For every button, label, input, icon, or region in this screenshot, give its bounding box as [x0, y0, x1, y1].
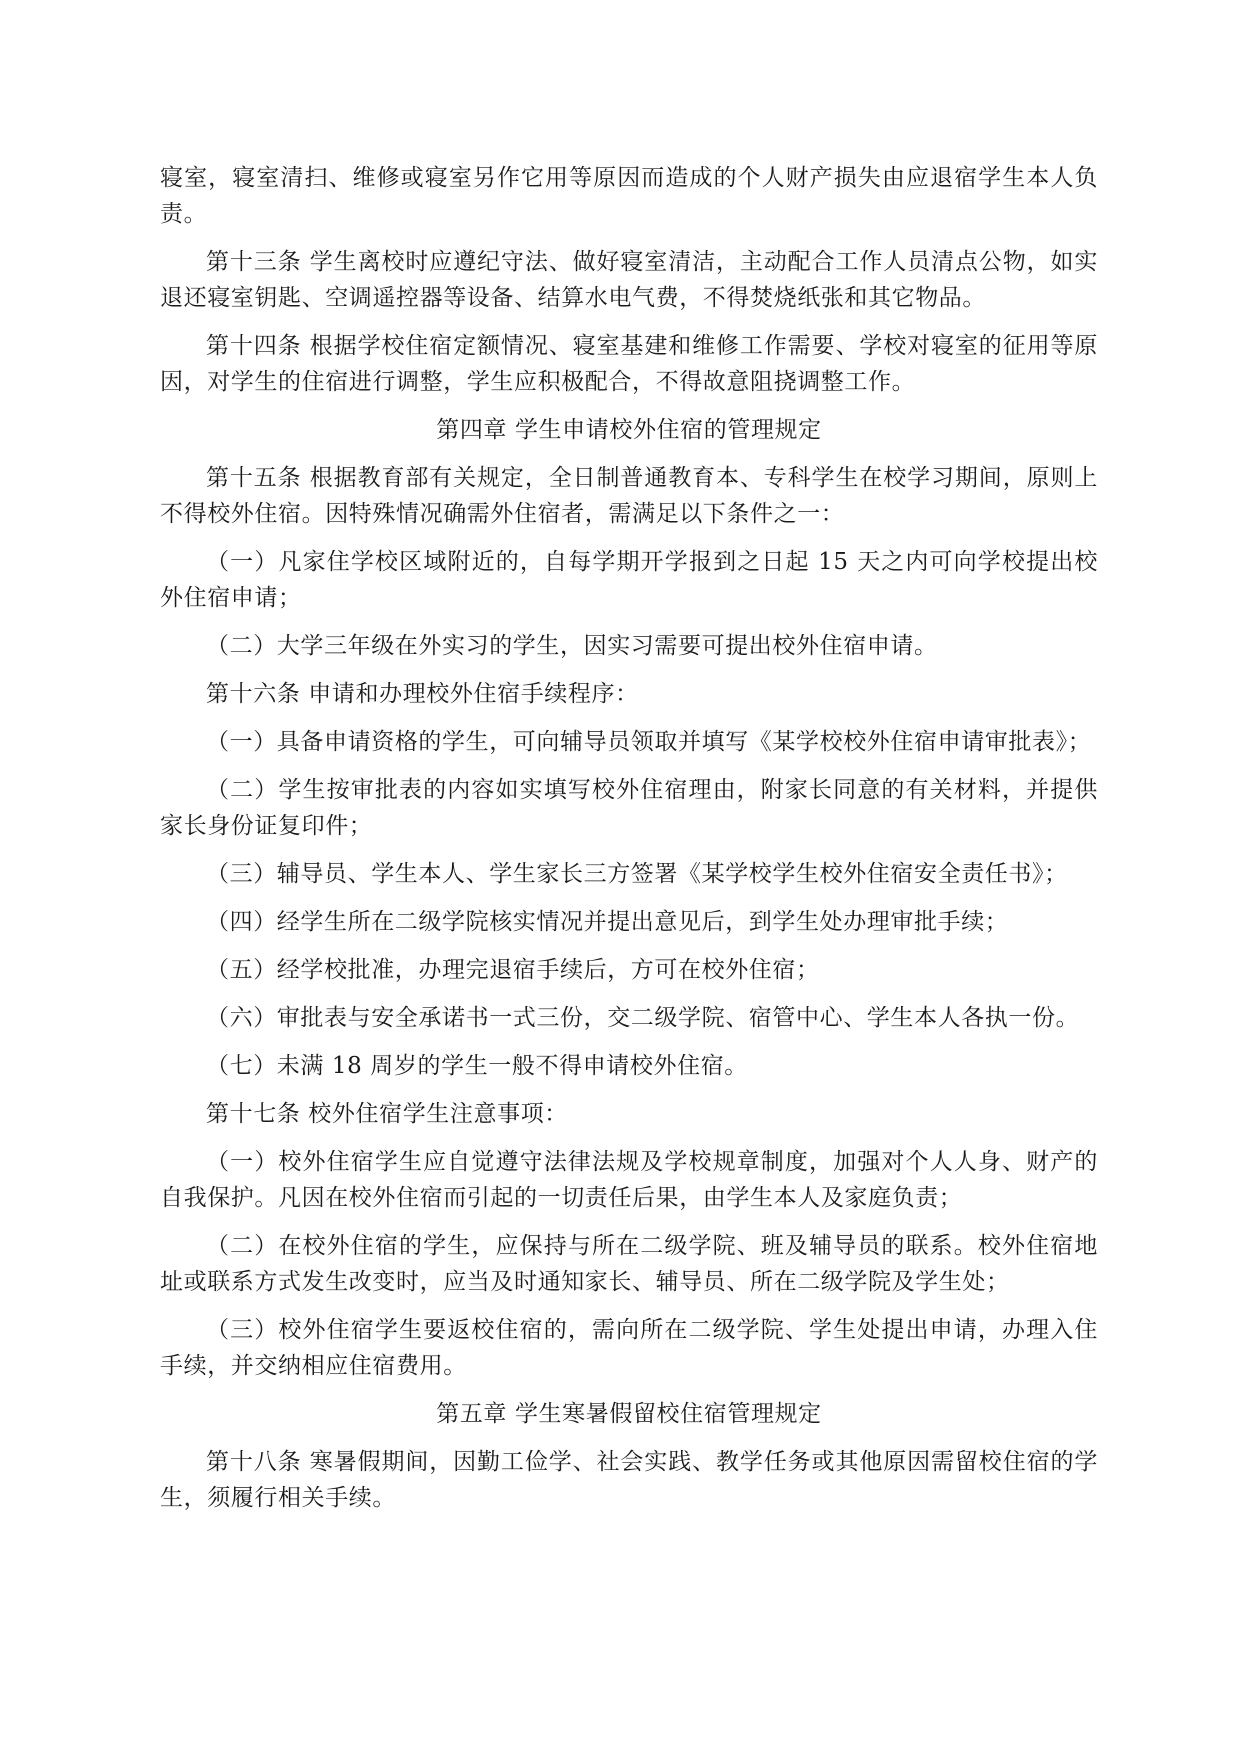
article-16-item-7: （七）未满 18 周岁的学生一般不得申请校外住宿。	[206, 1053, 748, 1079]
article-16: 第十六条 申请和办理校外住宿手续程序：	[206, 681, 639, 707]
article-16-item-5: （五）经学校批准，办理完退宿手续后，方可在校外住宿；	[206, 957, 820, 983]
article-13: 第十三条 学生离校时应遵纪守法、做好寝室清洁，主动配合工作人员清点公物，如实退还寝室钥匙、空调遥控器等设备、结算水电气费，不得焚烧纸张和其它物品。	[160, 249, 1098, 311]
article-16-item-2: （二）学生按审批表的内容如实填写校外住宿理由，附家长同意的有关材料，并提供家长身份证复印件；	[160, 777, 1098, 839]
article-17-item-1: （一）校外住宿学生应自觉遵守法律法规及学校规章制度，加强对个人人身、财产的自我保护。凡因在校外住宿而引起的一切责任后果，由学生本人及家庭负责；	[160, 1149, 1098, 1211]
article-16-item-1: （一）具备申请资格的学生，可向辅导员领取并填写《某学校校外住宿申请审批表》；	[206, 729, 1092, 755]
article-15-item-2: （二）大学三年级在外实习的学生，因实习需要可提出校外住宿申请。	[206, 633, 938, 659]
article-16-item-4: （四）经学生所在二级学院核实情况并提出意见后，到学生处办理审批手续；	[206, 909, 1009, 935]
article-18: 第十八条 寒暑假期间，因勤工俭学、社会实践、教学任务或其他原因需留校住宿的学生，须履行相关手续。	[160, 1449, 1098, 1511]
article-17: 第十七条 校外住宿学生注意事项：	[206, 1101, 568, 1127]
article-16-item-6: （六）审批表与安全承诺书一式三份，交二级学院、宿管中心、学生本人各执一份。	[206, 1005, 1080, 1031]
chapter-5-heading: 第五章 学生寒暑假留校住宿管理规定	[436, 1401, 822, 1427]
chapter-4-heading: 第四章 学生申请校外住宿的管理规定	[436, 417, 822, 443]
article-14: 第十四条 根据学校住宿定额情况、寝室基建和维修工作需要、学校对寝室的征用等原因，对学生的住宿进行调整，学生应积极配合，不得故意阻挠调整工作。	[160, 333, 1098, 395]
paragraph-continuation: 寝室，寝室清扫、维修或寝室另作它用等原因而造成的个人财产损失由应退宿学生本人负责。	[160, 165, 1098, 227]
article-17-item-2: （二）在校外住宿的学生，应保持与所在二级学院、班及辅导员的联系。校外住宿地址或联系方式发生改变时，应当及时通知家长、辅导员、所在二级学院及学生处；	[160, 1233, 1098, 1295]
document-page	[160, 160, 1098, 1528]
article-15-item-1: （一）凡家住学校区域附近的，自每学期开学报到之日起 15 天之内可向学校提出校外住宿申请；	[160, 549, 1098, 611]
article-16-item-3: （三）辅导员、学生本人、学生家长三方签署《某学校学生校外住宿安全责任书》；	[206, 861, 1068, 887]
article-15: 第十五条 根据教育部有关规定，全日制普通教育本、专科学生在校学习期间，原则上不得校外住宿。因特殊情况确需外住宿者，需满足以下条件之一：	[160, 465, 1098, 527]
article-17-item-3: （三）校外住宿学生要返校住宿的，需向所在二级学院、学生处提出申请，办理入住手续，并交纳相应住宿费用。	[160, 1317, 1098, 1379]
